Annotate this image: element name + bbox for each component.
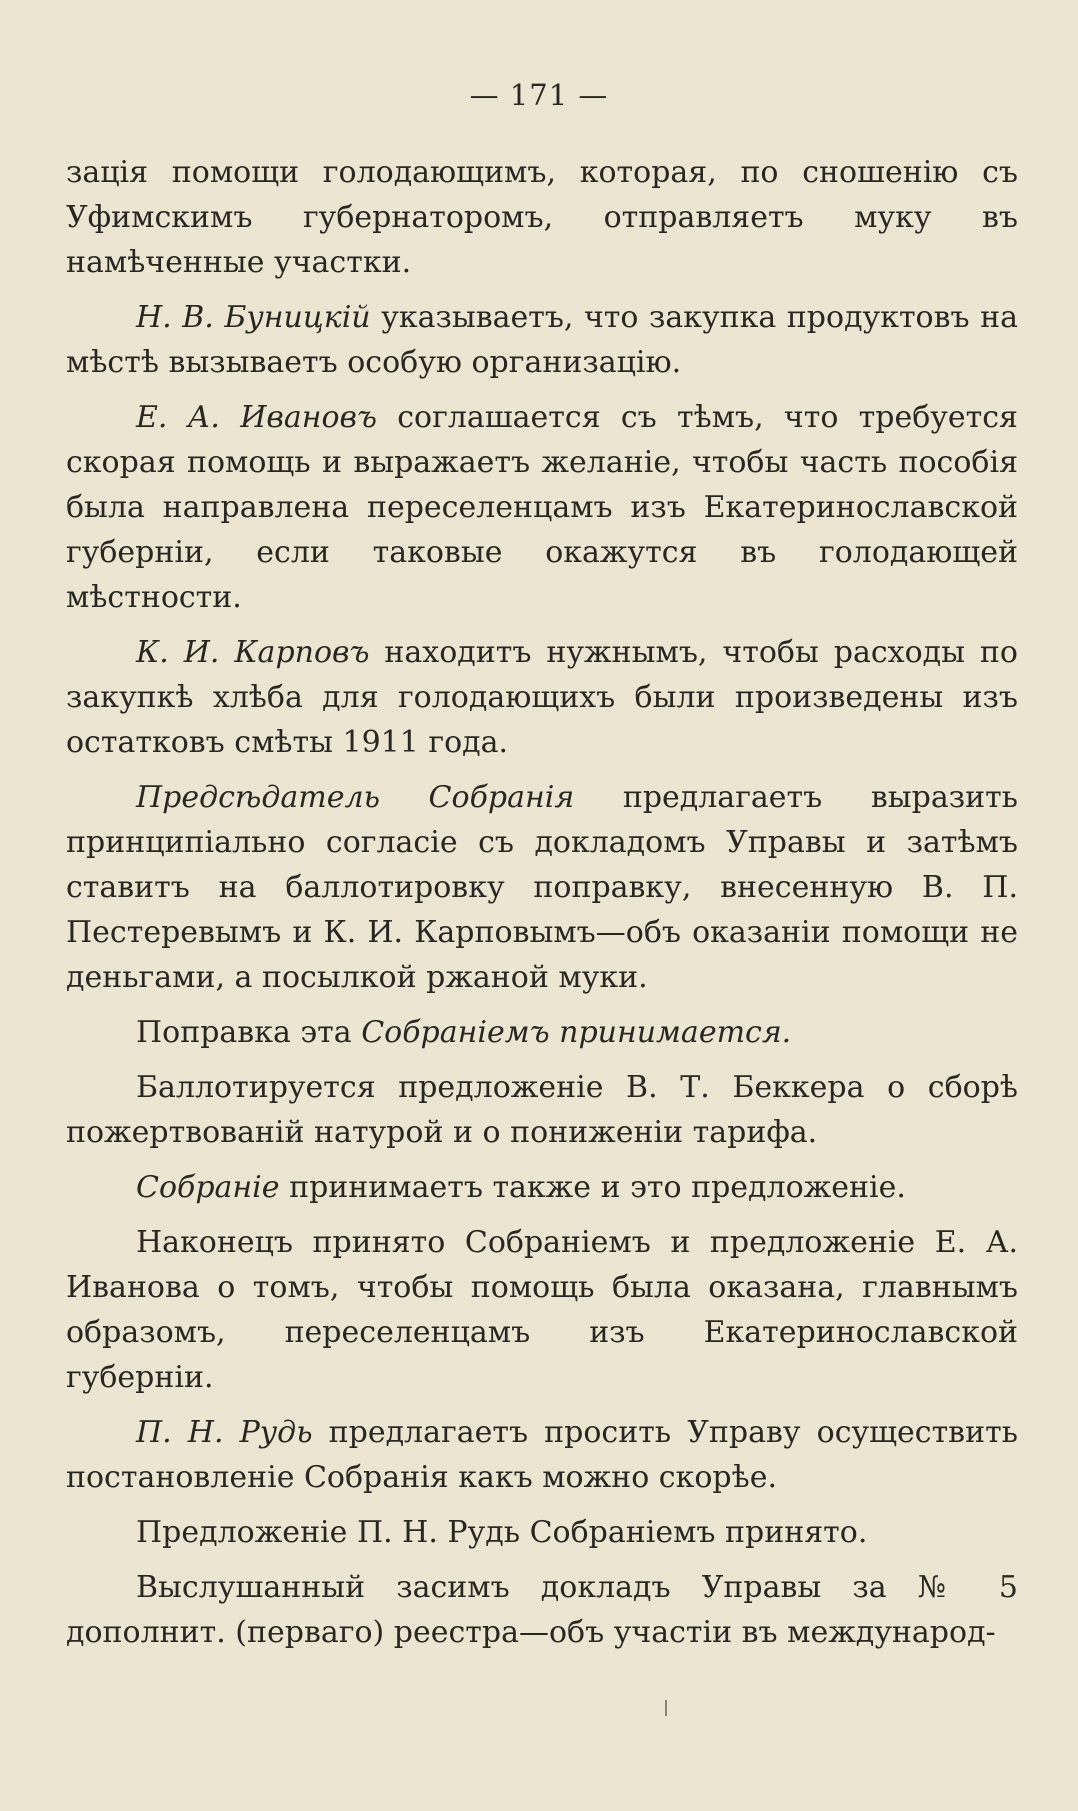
paragraph (66, 1010, 1018, 1055)
paragraph (66, 1220, 1018, 1400)
speaker-name: Н. В. Буницкій (136, 300, 371, 335)
page-number: — 171 — (469, 78, 609, 112)
paragraph (66, 150, 1018, 285)
print-mark (665, 1700, 667, 1716)
text-run: указываетъ, что закупка продуктовъ на мѣстѣ вызываетъ особую организацію. (66, 300, 1018, 380)
text-run: Предложеніе П. Н. Рудь Собраніемъ принято. (136, 1515, 868, 1550)
text-run: Наконецъ принято Собраніемъ и предложеніе Е. А. Иванова о томъ, чтобы помощь была оказана, главнымъ образомъ, переселенцамъ изъ Екатеринославской губерніи. (66, 1225, 1018, 1395)
speaker-name: Предсѣдатель Собранія (136, 780, 575, 815)
resolution-text: Собраніемъ принимается. (361, 1015, 792, 1050)
paragraph (66, 1165, 1018, 1210)
text-run: зація помощи голодающимъ, которая, по сношенію съ Уфимскимъ губернаторомъ, отправляетъ муку въ намѣченные участки. (66, 155, 1018, 280)
text-run: предлагаетъ просить Управу осуществить постановленіе Собранія какъ можно скорѣе. (66, 1415, 1018, 1495)
speaker-name: П. Н. Рудь (136, 1415, 313, 1450)
text-run: принимаетъ также и это предложеніе. (279, 1170, 906, 1205)
text-run: предлагаетъ выразить принципіально согласіе съ докладомъ Управы и затѣмъ ставитъ на баллотировку поправку, внесенную В. П. Пестеревымъ и К. И. Карповымъ—объ оказаніи помощи не деньгами, а посылкой ржаной муки. (66, 780, 1018, 995)
text-run: Поправка эта (136, 1015, 362, 1050)
paragraph (66, 1410, 1018, 1500)
paragraph (66, 775, 1018, 1000)
paragraph (66, 630, 1018, 765)
paragraph (66, 1565, 1018, 1655)
speaker-name: Е. А. Ивановъ (136, 400, 377, 435)
page-body (66, 150, 1018, 1665)
paragraph (66, 395, 1018, 620)
speaker-name: Собраніе (136, 1170, 280, 1205)
text-run: соглашается съ тѣмъ, что требуется скорая помощь и выражаетъ желаніе, чтобы часть пособія была направлена переселенцамъ изъ Екатеринославской губерніи, если таковые окажутся въ голодающей мѣстности. (66, 400, 1018, 615)
paragraph (66, 295, 1018, 385)
speaker-name: К. И. Карповъ (136, 635, 370, 670)
text-run: Выслушанный засимъ докладъ Управы за № 5 дополнит. (перваго) реестра—объ участіи въ международ- (66, 1570, 1018, 1650)
paragraph (66, 1510, 1018, 1555)
text-run: Баллотируется предложеніе В. Т. Беккера о сборѣ пожертвованій натурой и о пониженіи тарифа. (66, 1070, 1018, 1150)
text-run: находитъ нужнымъ, чтобы расходы по закупкѣ хлѣба для голодающихъ были произведены изъ остатковъ смѣты 1911 года. (66, 635, 1018, 760)
paragraph (66, 1065, 1018, 1155)
